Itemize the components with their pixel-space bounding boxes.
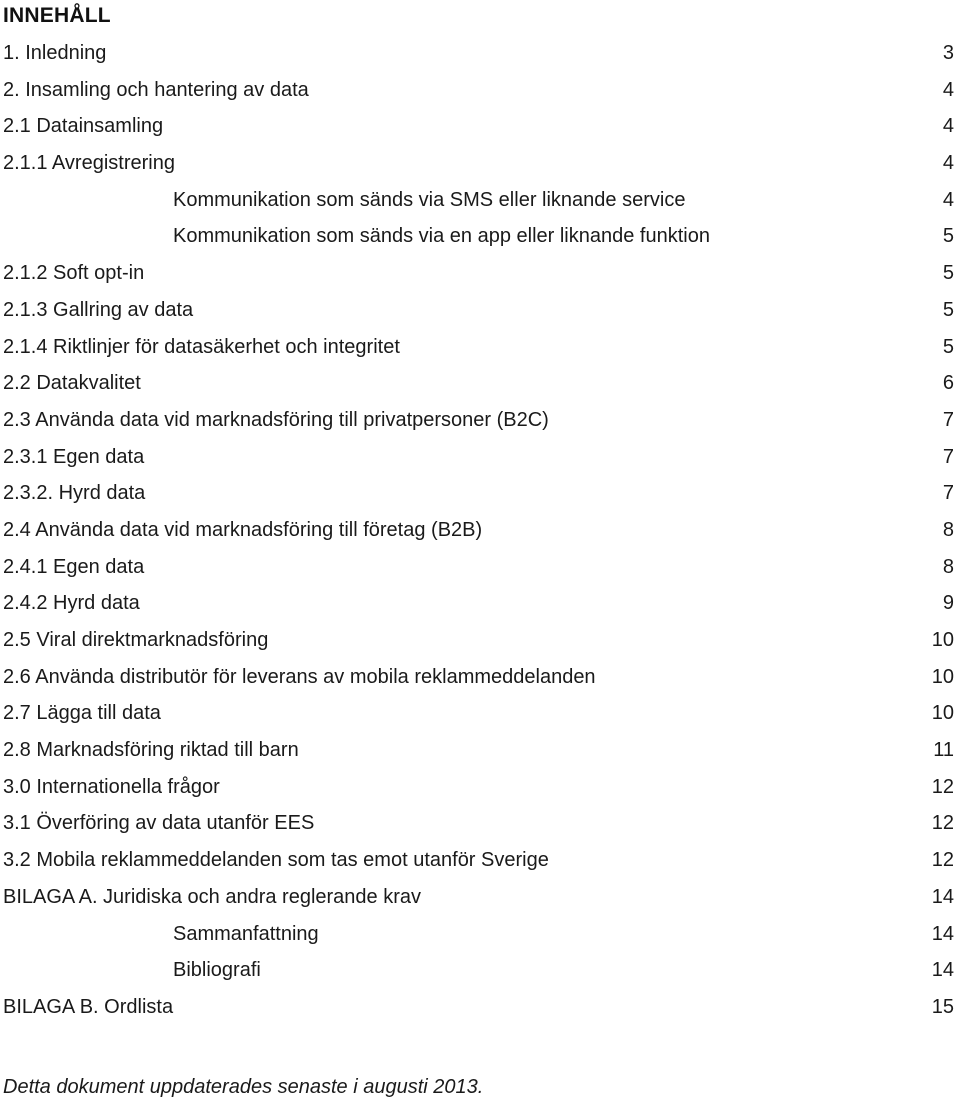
toc-entry-title: 2.4.1 Egen data: [3, 555, 145, 578]
toc-entry: [0, 34, 960, 71]
toc-entry-title: Kommunikation som sänds via SMS eller liknande service: [173, 188, 686, 211]
toc-entry-title: 3.1 Överföring av data utanför EES: [3, 812, 315, 835]
toc-entry-title: 2.7 Lägga till data: [3, 702, 161, 725]
toc-entry-page-number: 10: [931, 702, 954, 725]
toc-entry-page-number: 7: [942, 482, 954, 505]
toc-entry-page-number: 5: [942, 335, 954, 358]
toc-heading: INNEHÅLL: [3, 4, 111, 27]
toc-entry: [0, 731, 960, 768]
toc-entry-title: Kommunikation som sänds via en app eller liknande funktion: [173, 225, 710, 248]
toc-entry-page-number: 8: [942, 555, 954, 578]
toc-entry-page-number: 7: [942, 445, 954, 468]
toc-entry: [0, 621, 960, 658]
toc-entry-page-number: 12: [931, 775, 954, 798]
toc-entry-title: 2.1.2 Soft opt-in: [3, 262, 145, 285]
toc-entry: [0, 474, 960, 511]
toc-entry: [0, 988, 960, 1025]
toc-entry: [0, 328, 960, 365]
toc-entry-title: 3.0 Internationella frågor: [3, 775, 220, 798]
toc-entry: [0, 144, 960, 181]
toc-entry-title: 2.6 Använda distributör för leverans av mobila reklammeddelanden: [3, 665, 596, 688]
toc-entry: [0, 511, 960, 548]
toc-entry: [0, 217, 960, 254]
toc-entry-title: 2.2 Datakvalitet: [3, 372, 141, 395]
toc-entry: [0, 181, 960, 218]
toc-entry: [0, 694, 960, 731]
toc-entry-page-number: 14: [931, 959, 954, 982]
toc-entry: [0, 951, 960, 988]
toc-entry: [0, 658, 960, 695]
toc-entry-page-number: 15: [931, 995, 954, 1018]
toc-entry: [0, 768, 960, 805]
toc-entry-page-number: 4: [942, 188, 954, 211]
toc-entry: [0, 438, 960, 475]
toc-entry-page-number: 5: [942, 262, 954, 285]
toc-entry-page-number: 3: [942, 42, 954, 64]
toc-entry: [0, 878, 960, 915]
toc-entry-page-number: 10: [931, 665, 954, 688]
toc-entry-page-number: 4: [942, 152, 954, 175]
toc-entry: [0, 584, 960, 621]
toc-entry-title: 3.2 Mobila reklammeddelanden som tas emot utanför Sverige: [3, 849, 549, 872]
toc-entry-title: 1. Inledning: [3, 42, 107, 64]
toc-entry: [0, 548, 960, 585]
toc-entry: [0, 841, 960, 878]
toc-entry-title: 2.3 Använda data vid marknadsföring till privatpersoner (B2C): [3, 408, 549, 431]
toc-entry-title: 2.1 Datainsamling: [3, 115, 164, 138]
toc-entry-title: 2.3.2. Hyrd data: [3, 482, 146, 505]
toc-entry-title: Sammanfattning: [173, 922, 319, 945]
toc-entry-title: Bibliografi: [173, 959, 261, 982]
toc-entry-page-number: 14: [931, 922, 954, 945]
toc-entry-page-number: 11: [933, 739, 954, 762]
toc-entry: [0, 804, 960, 841]
toc-entry: [0, 915, 960, 952]
toc-entry-title: 2.4 Använda data vid marknadsföring till företag (B2B): [3, 518, 483, 541]
toc-entry-title: 2.5 Viral direktmarknadsföring: [3, 629, 269, 651]
toc-entry: [0, 401, 960, 438]
update-note: Detta dokument uppdaterades senaste i augusti 2013.: [3, 1076, 484, 1098]
toc-entry-title: 2.3.1 Egen data: [3, 445, 145, 468]
toc-entry-title: 2.4.2 Hyrd data: [3, 592, 140, 615]
toc-entry-page-number: 5: [942, 298, 954, 321]
toc-entry-page-number: 14: [931, 885, 954, 908]
toc-entry-page-number: 8: [942, 518, 954, 541]
toc-entry-title: 2.1.3 Gallring av data: [3, 298, 194, 321]
toc-entry: [0, 254, 960, 291]
toc-entry-title: 2.1.4 Riktlinjer för datasäkerhet och integritet: [3, 335, 400, 358]
toc-entry-page-number: 4: [942, 115, 954, 138]
toc-entry: [0, 71, 960, 108]
toc-entry-title: BILAGA A. Juridiska och andra reglerande krav: [3, 885, 422, 908]
toc-entry-page-number: 12: [931, 812, 954, 835]
toc-entry-page-number: 4: [942, 78, 954, 101]
table-of-contents: [0, 34, 960, 1025]
toc-entry-page-number: 12: [931, 849, 954, 872]
toc-entry-page-number: 6: [942, 372, 954, 395]
toc-entry-title: 2.1.1 Avregistrering: [3, 152, 175, 175]
toc-entry: [0, 291, 960, 328]
toc-entry-page-number: 5: [942, 225, 954, 248]
toc-entry-page-number: 7: [942, 408, 954, 431]
toc-entry: [0, 364, 960, 401]
toc-entry-title: 2.8 Marknadsföring riktad till barn: [3, 739, 299, 762]
toc-entry-title: BILAGA B. Ordlista: [3, 995, 174, 1018]
toc-entry-page-number: 9: [942, 592, 954, 615]
toc-entry-page-number: 10: [931, 629, 954, 651]
toc-entry: [0, 107, 960, 144]
toc-entry-title: 2. Insamling och hantering av data: [3, 78, 309, 101]
